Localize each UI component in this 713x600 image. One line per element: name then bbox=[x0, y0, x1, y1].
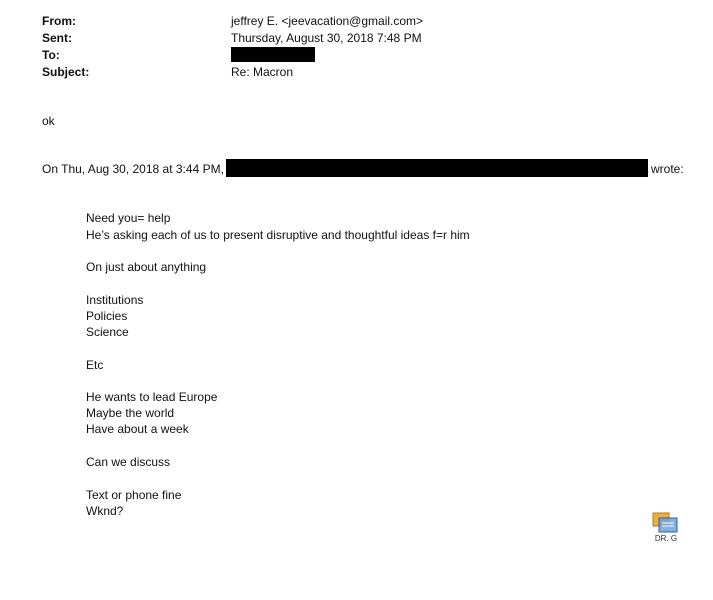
subject-label: Subject: bbox=[42, 65, 90, 79]
quoted-line: Science bbox=[86, 325, 129, 339]
sent-value: Thursday, August 30, 2018 7:48 PM bbox=[231, 31, 422, 45]
quoted-line: Have about a week bbox=[86, 422, 189, 436]
quoted-line: Can we discuss bbox=[86, 455, 171, 469]
sent-label: Sent: bbox=[42, 31, 72, 45]
to-label: To: bbox=[42, 48, 60, 62]
quoted-line: Need you= help bbox=[86, 211, 171, 225]
quoted-line: Wknd? bbox=[86, 504, 124, 518]
from-label: From: bbox=[42, 14, 76, 28]
quoted-line: Text or phone fine bbox=[86, 488, 182, 502]
quoted-line: Institutions bbox=[86, 293, 144, 307]
quoted-line: Policies bbox=[86, 309, 128, 323]
to-redaction bbox=[231, 47, 315, 62]
from-value: jeffrey E. <jeevacation@gmail.com> bbox=[231, 14, 424, 28]
subject-value: Re: Macron bbox=[231, 65, 294, 79]
sender-redaction bbox=[226, 159, 648, 177]
quote-header-prefix: On Thu, Aug 30, 2018 at 3:44 PM, bbox=[42, 162, 224, 176]
quoted-line: He wants to lead Europe bbox=[86, 390, 218, 404]
document-stamp-icon bbox=[648, 512, 684, 534]
quoted-line: Maybe the world bbox=[86, 406, 175, 420]
quote-header-suffix: wrote: bbox=[651, 162, 684, 176]
document-stamp bbox=[648, 512, 684, 546]
quoted-line: He’s asking each of us to present disruptive and thoughtful ideas f=r him bbox=[86, 228, 470, 242]
stamp-label: DR. G bbox=[654, 534, 678, 543]
quoted-line: On just about anything bbox=[86, 260, 207, 274]
reply-text: ok bbox=[42, 114, 55, 128]
quoted-line: Etc bbox=[86, 358, 104, 372]
